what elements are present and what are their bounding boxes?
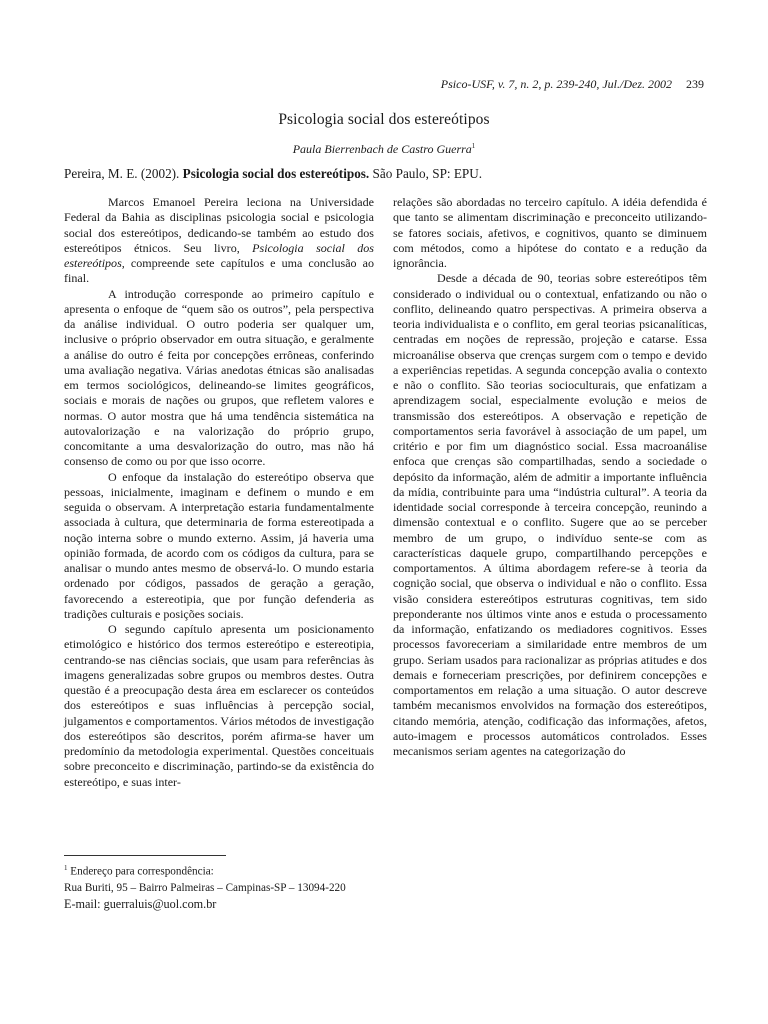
reference-publisher: São Paulo, SP: EPU.: [369, 166, 483, 181]
paragraph-text: compreende sete capítulos e uma conclusão ao final.: [64, 256, 374, 286]
paragraph: [64, 195, 374, 287]
footnote-divider: [64, 855, 226, 856]
reference-book-title: Psicologia social dos estereótipos.: [182, 166, 370, 181]
author-footnote-mark: 1: [471, 142, 476, 150]
running-header: [441, 77, 704, 92]
paragraph-text: Marcos Emanoel Pereira leciona na Universidade Federal da Bahia as disciplinas psicologia social e psicologia social dos estereótipos, dedicando-se também ao estudo dos estereótipos étnicos. Seu livro,: [64, 195, 374, 255]
review-author: [0, 142, 768, 157]
footnote-email: E-mail: guerraluis@uol.com.br: [64, 896, 217, 911]
paragraph: relações são abordadas no terceiro capítulo. A idéia defendida é que tanto se alimentam discriminação e preconceito utilizando-se fatores sociais, afetivos, e cognitivos, quanto se diminuem com métodos, como a hipótese do contato e a redução da ignorância.: [393, 195, 707, 270]
book-reference: [64, 166, 714, 182]
reference-authors-year: Pereira, M. E. (2002).: [64, 166, 183, 181]
paragraph: Desde a década de 90, teorias sobre estereótipos têm considerado o individual ou o contextual, enfatizando ou não o conflito, delineando quatro perspectivas. A primeira observa a teoria individualista e o conflito, em geral teorias psicanalíticas, centradas em noções de repressão, projeção e catarse. Essa microanálise observa que crenças surgem com o tempo e devido a experiências repetidas. A segunda concepção avalia o contexto e não o conflito. São teorias socioculturais, que enfatizam a aprendizagem social, especialmente evolução e meios de transmissão dos estereótipos. A observação e repetição de comportamentos seria favorável à associação de um papel, um critério e por fim um diagnóstico social. Essa macroanálise enfoca que crenças são compartilhadas, sendo a sociedade o depósito da informação, além de admitir a importante influência da mídia, contribuinte para uma “indústria cultural”. A teoria da identidade social corresponde à terceira concepção, reunindo a dimensão contextual e o conflito. Sugere que ao se perceber membro de um grupo, o indivíduo sente-se com as características daquele grupo, compartilhando percepções e comportamentos. A última abordagem refere-se à teoria da cognição social, que observa o individual e não o conflito. Essa visão considera estereótipos estruturas cognitivas, tem sido preponderante nos últimos vinte anos e estuda o processamento da informação, enfatizando os mediadores cognitivos. Esses processos favoreceriam a similaridade entre membros de um grupo. Seriam usados para racionalizar as próprias atitudes e dos demais e forneceriam prescrições, por definirem concepções e comportamentos em relação a uma situação. O autor descreve também mecanismos envolvidos na formação dos estereótipos, citando memória, atenção, codificação das informações, afetos, auto-imagem e processos automáticos controlados. Esses mecanismos seriam agentes na categorização do: [393, 271, 707, 758]
journal-citation: Psico-USF, v. 7, n. 2, p. 239-240, Jul./Dez. 2002: [440, 77, 672, 91]
page-number: 239: [686, 77, 704, 91]
footnote-text: Endereço para correspondência:: [67, 865, 214, 878]
paragraph: A introdução corresponde ao primeiro capítulo e apresenta o enfoque de “quem são os outros”, pela perspectiva da análise individual. O outro poderia ser qualquer um, inclusive o próprio observador em outra situação, e geralmente a análise do outro é feita por concepções errôneas, conferindo uma avaliação negativa. Várias anedotas étnicas são analisadas em termos sociológicos, delineando-se limites geográficos, sociais e morais de nações ou grupos, que refletem valores e normas. O autor mostra que há uma tendência sistemática na autovalorização e na valorização do próprio grupo, concomitante a uma desvalorização do outro, mas não há consenso de como ou por que isso ocorre.: [64, 286, 374, 469]
review-title: Psicologia social dos estereótipos: [278, 111, 490, 128]
right-column: [393, 195, 707, 759]
footnote-line: [64, 860, 394, 880]
footnote-mark: 1: [64, 864, 68, 872]
book-title-italic: Psicologia social dos estereótipos,: [64, 240, 374, 270]
left-column: [64, 195, 374, 790]
footnote: [64, 860, 394, 912]
author-name: Paula Bierrenbach de Castro Guerra: [292, 142, 472, 156]
paragraph: O enfoque da instalação do estereótipo observa que pessoas, inicialmente, imaginam e definem o mundo e em seguida o observam. A interpretação estaria fundamentalmente associada à cultura, que determinaria de forma estereotipada a noção interna sobre o mundo externo. Assim, já haveria uma opinião formada, de acordo com os códigos da cultura, para se analisar o mundo antes mesmo de observá-lo. O mundo estaria ordenado por códigos, passados de geração a geração, favorecendo a estereotipia, que por função defenderia as tradições culturais e posições sociais.: [64, 469, 374, 621]
footnote-address: Rua Buriti, 95 – Bairro Palmeiras – Campinas-SP – 13094-220: [64, 881, 346, 894]
paragraph: O segundo capítulo apresenta um posicionamento etimológico e histórico dos termos estereótipo e estereotipia, centrando-se nas ciências sociais, que usam para referências às imagens generalizadas sobre grupos ou membros destes. Outra questão é a preocupação desta área em esclarecer os conteúdos dos estereótipos e suas influências à percepção social, julgamentos e comportamentos. Vários métodos de investigação dos estereótipos são descritos, porém afirma-se haver um predomínio da metodologia experimental. Questões conceituais sobre preconceito e discriminação, partindo-se da existência do estereótipo, e suas inter-: [64, 622, 374, 789]
